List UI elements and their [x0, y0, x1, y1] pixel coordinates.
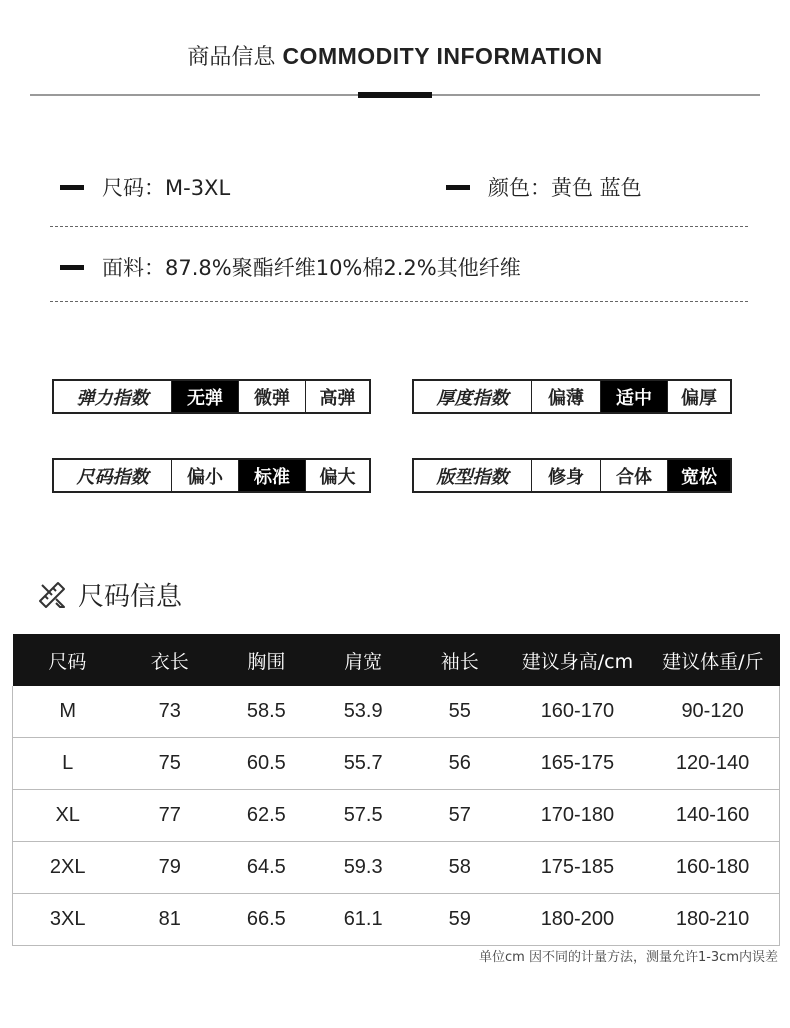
table-cell: 180-210: [646, 894, 779, 946]
table-cell: 77: [122, 790, 217, 842]
index-option: 偏小: [171, 460, 238, 491]
table-cell: 75: [122, 738, 217, 790]
bullet-dash: [446, 185, 470, 190]
table-cell: 79: [122, 842, 217, 894]
ruler-pencil-icon: [36, 579, 68, 611]
table-cell: 90-120: [646, 686, 779, 738]
table-cell: XL: [13, 790, 123, 842]
table-cell: 160-170: [509, 686, 647, 738]
index-fit: [412, 458, 732, 493]
index-option: 标准: [238, 460, 305, 491]
index-elasticity: [52, 379, 371, 414]
size-info-heading: [36, 576, 182, 613]
index-option: 微弹: [238, 381, 305, 412]
index-option: 高弹: [305, 381, 369, 412]
table-header: 建议身高/cm: [509, 634, 647, 686]
table-cell: 58: [411, 842, 509, 894]
table-row: [13, 894, 780, 946]
bullet-dash: [60, 185, 84, 190]
spec-size: [60, 172, 230, 202]
index-option: 偏大: [305, 460, 369, 491]
bullet-dash: [60, 265, 84, 270]
table-cell: 59.3: [315, 842, 410, 894]
divider-accent: [358, 92, 432, 98]
table-cell: 160-180: [646, 842, 779, 894]
index-label: 厚度指数: [436, 387, 509, 409]
index-size: [52, 458, 371, 493]
table-row: [13, 738, 780, 790]
table-cell: 62.5: [217, 790, 315, 842]
table-header: 衣长: [122, 634, 217, 686]
table-cell: 165-175: [509, 738, 647, 790]
index-option: 偏薄: [531, 381, 600, 412]
table-header: 袖长: [411, 634, 509, 686]
table-cell: L: [13, 738, 123, 790]
table-cell: 66.5: [217, 894, 315, 946]
index-label: 版型指数: [436, 466, 509, 488]
table-cell: 73: [122, 686, 217, 738]
table-row: [13, 686, 780, 738]
table-cell: 2XL: [13, 842, 123, 894]
table-cell: 55: [411, 686, 509, 738]
table-cell: 53.9: [315, 686, 410, 738]
measurement-note: 单位cm 因不同的计量方法，测量允许1-3cm内误差: [479, 950, 778, 965]
spec-size-text: 尺码：M-3XL: [102, 176, 231, 200]
table-header: 尺码: [13, 634, 123, 686]
spec-fabric-text: 面料：87.8%聚酯纤维10%棉2.2%其他纤维: [102, 256, 521, 280]
dashed-divider: [50, 226, 748, 227]
size-table: [12, 634, 780, 946]
spec-fabric: [60, 252, 521, 282]
index-option: 适中: [600, 381, 667, 412]
table-cell: 170-180: [509, 790, 647, 842]
table-header: 建议体重/斤: [646, 634, 779, 686]
dashed-divider: [50, 301, 748, 302]
section-title: [0, 40, 790, 71]
table-cell: 56: [411, 738, 509, 790]
table-cell: 3XL: [13, 894, 123, 946]
table-cell: 57.5: [315, 790, 410, 842]
table-cell: 58.5: [217, 686, 315, 738]
spec-color: [446, 172, 642, 202]
table-row: [13, 790, 780, 842]
table-cell: 64.5: [217, 842, 315, 894]
table-cell: M: [13, 686, 123, 738]
size-info-title: 尺码信息: [78, 582, 183, 612]
table-cell: 140-160: [646, 790, 779, 842]
spec-color-text: 颜色：黄色 蓝色: [488, 176, 642, 200]
index-option: 偏厚: [667, 381, 730, 412]
table-cell: 59: [411, 894, 509, 946]
table-cell: 57: [411, 790, 509, 842]
title-en: COMMODITY INFORMATION: [282, 43, 603, 69]
table-row: [13, 842, 780, 894]
table-header: 胸围: [217, 634, 315, 686]
table-header-row: [13, 634, 780, 686]
table-cell: 180-200: [509, 894, 647, 946]
index-option: 无弹: [171, 381, 238, 412]
title-cn: 商品信息: [187, 45, 276, 70]
index-label: 尺码指数: [76, 466, 149, 488]
index-label: 弹力指数: [76, 387, 149, 409]
table-cell: 61.1: [315, 894, 410, 946]
index-option: 宽松: [667, 460, 730, 491]
index-option: 修身: [531, 460, 600, 491]
table-cell: 120-140: [646, 738, 779, 790]
table-cell: 175-185: [509, 842, 647, 894]
table-header: 肩宽: [315, 634, 410, 686]
table-cell: 60.5: [217, 738, 315, 790]
index-thickness: [412, 379, 732, 414]
index-option: 合体: [600, 460, 667, 491]
table-cell: 55.7: [315, 738, 410, 790]
table-cell: 81: [122, 894, 217, 946]
